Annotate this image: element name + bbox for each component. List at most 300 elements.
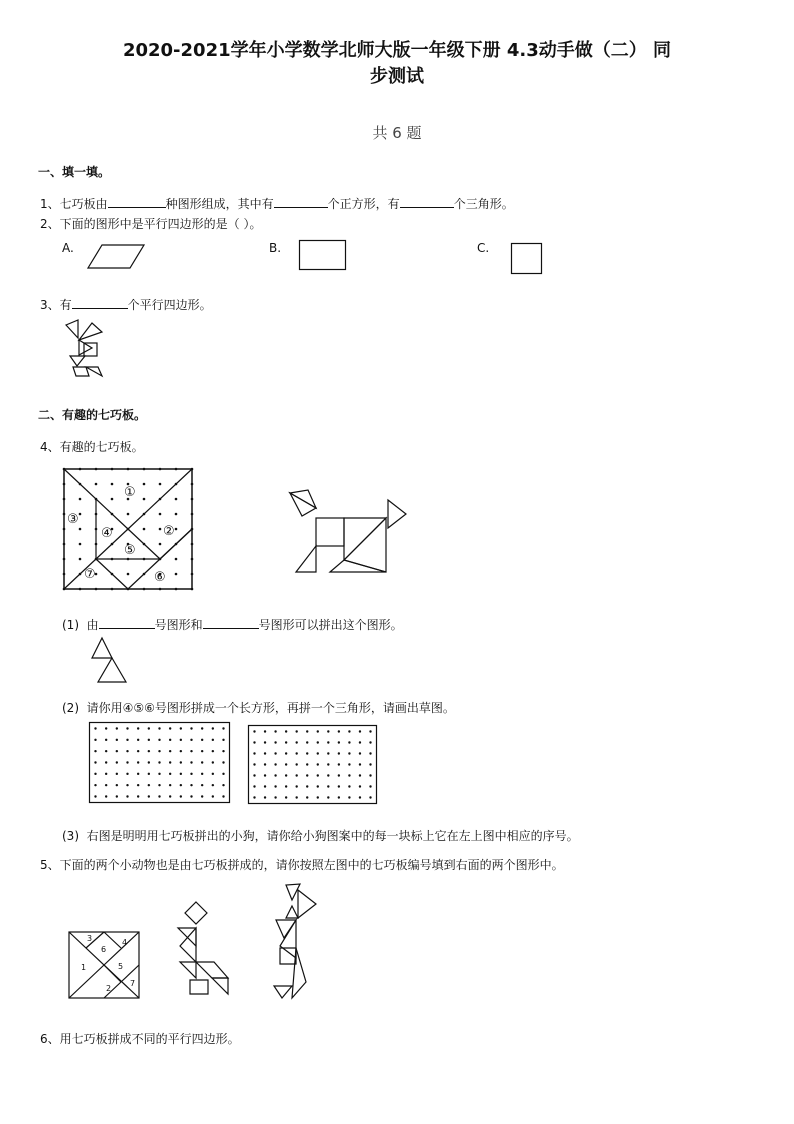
section1-heading: 一、填一填。 xyxy=(38,165,111,179)
grid-dot xyxy=(116,773,118,775)
grid-dot xyxy=(348,796,350,798)
grid-dot xyxy=(274,763,276,765)
answer-blank[interactable] xyxy=(99,617,155,629)
grid-dot xyxy=(126,784,128,786)
grid-dot xyxy=(191,543,194,546)
q5-label-6: 6 xyxy=(101,945,107,954)
grid-dot xyxy=(274,730,276,732)
grid-dot xyxy=(306,763,308,765)
tangram-dog-figure xyxy=(288,488,410,576)
grid-dot xyxy=(327,785,329,787)
grid-dot xyxy=(159,468,162,471)
grid-dot xyxy=(180,750,182,752)
grid-dot xyxy=(264,763,266,765)
grid-dot xyxy=(295,752,297,754)
tangram-animal-1 xyxy=(176,902,232,1000)
q5-label-4: 4 xyxy=(122,938,128,947)
grid-dot xyxy=(306,741,308,743)
grid-dot xyxy=(348,763,350,765)
grid-dot xyxy=(317,730,319,732)
grid-dot xyxy=(79,528,82,531)
grid-dot xyxy=(79,573,82,576)
grid-dot xyxy=(126,739,128,741)
grid-dot xyxy=(105,739,107,741)
grid-dot xyxy=(94,761,96,763)
grid-dot xyxy=(137,761,139,763)
grid-dot xyxy=(127,558,130,561)
grid-dot xyxy=(317,763,319,765)
grid-dot xyxy=(274,774,276,776)
grid-dot xyxy=(222,795,224,797)
grid-dot xyxy=(63,558,66,561)
option-a-label: A. xyxy=(62,241,74,255)
grid-dot xyxy=(190,795,192,797)
grid-dot xyxy=(295,785,297,787)
grid-dot xyxy=(95,483,98,486)
grid-dot xyxy=(148,795,150,797)
grid-dot xyxy=(79,513,82,516)
grid-dot xyxy=(94,773,96,775)
grid-dot xyxy=(158,773,160,775)
grid-dot xyxy=(222,784,224,786)
grid-dot xyxy=(201,773,203,775)
grid-dot xyxy=(126,773,128,775)
grid-dot xyxy=(212,727,214,729)
grid-dot xyxy=(126,761,128,763)
grid-dot xyxy=(137,727,139,729)
question-count: 共 6 题 xyxy=(372,124,422,142)
grid-dot xyxy=(116,727,118,729)
grid-dot xyxy=(306,796,308,798)
grid-dot xyxy=(295,774,297,776)
grid-dot xyxy=(317,785,319,787)
q5-label-7: 7 xyxy=(130,979,136,988)
grid-dot xyxy=(148,784,150,786)
grid-dot xyxy=(105,761,107,763)
grid-dot xyxy=(126,727,128,729)
grid-dot xyxy=(175,543,178,546)
square-shape xyxy=(511,243,543,275)
grid-dot xyxy=(222,739,224,741)
grid-dot xyxy=(158,750,160,752)
rectangle-shape xyxy=(299,240,347,272)
grid-dot xyxy=(127,588,130,591)
grid-dot xyxy=(295,730,297,732)
grid-dot xyxy=(159,543,162,546)
grid-dot xyxy=(105,727,107,729)
grid-dot xyxy=(327,730,329,732)
q5-label-5: 5 xyxy=(118,962,124,971)
piece-label-3: ③ xyxy=(67,512,79,527)
grid-dot xyxy=(348,752,350,754)
grid-dot xyxy=(338,774,340,776)
question-6: 6、用七巧板拼成不同的平行四边形。 xyxy=(40,1032,240,1046)
grid-dot xyxy=(175,528,178,531)
grid-dot xyxy=(253,796,255,798)
grid-dot xyxy=(95,498,98,501)
grid-dot xyxy=(338,785,340,787)
grid-dot xyxy=(79,588,82,591)
grid-dot xyxy=(274,796,276,798)
grid-dot xyxy=(79,543,82,546)
grid-dot xyxy=(201,795,203,797)
grid-dot xyxy=(137,784,139,786)
grid-dot xyxy=(285,796,287,798)
answer-blank[interactable] xyxy=(274,196,328,208)
grid-dot xyxy=(369,752,371,754)
section2-heading: 二、有趣的七巧板。 xyxy=(38,408,147,422)
grid-dot xyxy=(79,468,82,471)
grid-dot xyxy=(191,483,194,486)
grid-dot xyxy=(180,761,182,763)
grid-dot xyxy=(201,739,203,741)
grid-dot xyxy=(94,739,96,741)
grid-dot xyxy=(111,498,114,501)
grid-dot xyxy=(94,795,96,797)
grid-dot xyxy=(180,727,182,729)
grid-dot xyxy=(264,796,266,798)
grid-dot xyxy=(190,761,192,763)
grid-dot xyxy=(175,498,178,501)
grid-dot xyxy=(369,730,371,732)
grid-dot xyxy=(63,468,66,471)
grid-dot xyxy=(274,752,276,754)
grid-dot xyxy=(105,784,107,786)
grid-dot xyxy=(95,558,98,561)
grid-dot xyxy=(264,741,266,743)
tangram-figure-small xyxy=(62,320,108,382)
answer-blank[interactable] xyxy=(203,617,259,629)
grid-dot xyxy=(175,468,178,471)
grid-dot xyxy=(116,795,118,797)
grid-dot xyxy=(95,528,98,531)
grid-dot xyxy=(111,468,114,471)
grid-dot xyxy=(359,752,361,754)
piece-label-6: ⑥ xyxy=(154,570,166,585)
tangram-square-numbered xyxy=(69,932,141,1000)
grid-dot xyxy=(127,513,130,516)
grid-dot xyxy=(285,730,287,732)
question-4-3: (3) 右图是明明用七巧板拼出的小狗，请你给小狗图案中的每一块标上它在左上图中相应的序号。 xyxy=(62,829,579,843)
dot-grid-right[interactable] xyxy=(248,725,378,805)
grid-dot xyxy=(190,773,192,775)
grid-dot xyxy=(111,588,114,591)
grid-dot xyxy=(143,558,146,561)
answer-blank[interactable] xyxy=(72,297,128,309)
grid-dot xyxy=(359,763,361,765)
grid-dot xyxy=(111,573,114,576)
grid-dot xyxy=(253,785,255,787)
grid-dot xyxy=(285,774,287,776)
grid-dot xyxy=(158,739,160,741)
grid-dot xyxy=(338,730,340,732)
grid-dot xyxy=(359,741,361,743)
q5-label-2: 2 xyxy=(106,984,112,993)
grid-dot xyxy=(253,752,255,754)
piece-label-2: ② xyxy=(163,524,175,539)
question-2: 2、下面的图形中是平行四边形的是（ ）。 xyxy=(40,217,262,231)
grid-dot xyxy=(94,784,96,786)
grid-dot xyxy=(274,741,276,743)
answer-blank[interactable] xyxy=(108,196,166,208)
grid-dot xyxy=(212,773,214,775)
grid-dot xyxy=(126,795,128,797)
grid-dot xyxy=(190,739,192,741)
grid-dot xyxy=(285,741,287,743)
grid-dot xyxy=(159,498,162,501)
grid-dot xyxy=(158,761,160,763)
question-4-1: (1) 由 号图形和 号图形可以拼出这个图形。 xyxy=(62,618,403,632)
grid-dot xyxy=(148,773,150,775)
piece-label-1: ① xyxy=(124,485,136,500)
grid-dot xyxy=(94,750,96,752)
dot-grid-left[interactable] xyxy=(89,722,231,804)
piece-label-4: ④ xyxy=(101,526,113,541)
grid-dot xyxy=(338,752,340,754)
grid-dot xyxy=(348,785,350,787)
grid-dot xyxy=(317,741,319,743)
grid-border xyxy=(249,726,377,804)
grid-dot xyxy=(127,528,130,531)
grid-dot xyxy=(201,750,203,752)
grid-dot xyxy=(116,750,118,752)
grid-dot xyxy=(285,785,287,787)
question-3: 3、有 个平行四边形。 xyxy=(40,298,212,312)
grid-dot xyxy=(111,483,114,486)
grid-dot xyxy=(159,513,162,516)
grid-dot xyxy=(63,528,66,531)
grid-dot xyxy=(359,774,361,776)
grid-dot xyxy=(338,796,340,798)
title-line1: 2020-2021学年小学数学北师大版一年级下册 4.3动手做（二） 同 xyxy=(122,40,672,61)
grid-dot xyxy=(338,763,340,765)
grid-dot xyxy=(116,784,118,786)
grid-dot xyxy=(212,761,214,763)
grid-dot xyxy=(143,513,146,516)
grid-dot xyxy=(143,483,146,486)
piece-label-5: ⑤ xyxy=(124,543,136,558)
grid-dot xyxy=(158,727,160,729)
grid-dot xyxy=(191,528,194,531)
grid-dot xyxy=(169,784,171,786)
grid-dot xyxy=(180,784,182,786)
grid-dot xyxy=(159,588,162,591)
grid-dot xyxy=(369,796,371,798)
grid-dot xyxy=(212,739,214,741)
grid-dot xyxy=(143,468,146,471)
question-4: 4、有趣的七巧板。 xyxy=(40,440,144,454)
triangle-figure xyxy=(90,638,130,686)
grid-dot xyxy=(105,773,107,775)
grid-dot xyxy=(148,750,150,752)
grid-dot xyxy=(143,498,146,501)
grid-dot xyxy=(63,588,66,591)
grid-dot xyxy=(222,773,224,775)
grid-dot xyxy=(264,774,266,776)
grid-dot xyxy=(222,761,224,763)
grid-dot xyxy=(137,773,139,775)
question-5: 5、下面的两个小动物也是由七巧板拼成的，请你按照左图中的七巧板编号填到右面的两个图形中。 xyxy=(40,858,564,872)
grid-dot xyxy=(201,761,203,763)
question-4-2: (2) 请你用④⑤⑥号图形拼成一个长方形，再拼一个三角形，请画出草图。 xyxy=(62,701,455,715)
grid-dot xyxy=(212,795,214,797)
grid-dot xyxy=(348,730,350,732)
grid-dot xyxy=(191,513,194,516)
grid-dot xyxy=(95,588,98,591)
grid-dot xyxy=(158,784,160,786)
grid-dot xyxy=(201,727,203,729)
grid-dot xyxy=(222,727,224,729)
grid-dot xyxy=(95,513,98,516)
grid-dot xyxy=(63,483,66,486)
grid-dot xyxy=(253,730,255,732)
title-line2: 步测试 xyxy=(370,66,424,87)
grid-dot xyxy=(264,785,266,787)
grid-dot xyxy=(143,543,146,546)
grid-dot xyxy=(327,752,329,754)
grid-dot xyxy=(95,543,98,546)
grid-dot xyxy=(191,558,194,561)
q5-label-3: 3 xyxy=(87,934,93,943)
grid-dot xyxy=(359,730,361,732)
grid-dot xyxy=(253,774,255,776)
grid-dot xyxy=(180,773,182,775)
grid-dot xyxy=(63,573,66,576)
grid-dot xyxy=(274,785,276,787)
option-b-label: B. xyxy=(269,241,282,255)
grid-dot xyxy=(148,739,150,741)
grid-dot xyxy=(306,730,308,732)
grid-dot xyxy=(79,558,82,561)
grid-dot xyxy=(191,588,194,591)
option-c-label: C. xyxy=(477,241,490,255)
grid-dot xyxy=(306,752,308,754)
grid-dot xyxy=(63,513,66,516)
grid-dot xyxy=(253,741,255,743)
grid-dot xyxy=(137,739,139,741)
grid-dot xyxy=(105,750,107,752)
grid-dot xyxy=(191,573,194,576)
grid-dot xyxy=(79,483,82,486)
tangram-animal-2 xyxy=(266,882,328,1006)
grid-dot xyxy=(317,796,319,798)
grid-dot xyxy=(264,730,266,732)
grid-dot xyxy=(111,543,114,546)
grid-dot xyxy=(79,498,82,501)
grid-dot xyxy=(175,558,178,561)
grid-dot xyxy=(306,774,308,776)
grid-dot xyxy=(327,774,329,776)
grid-dot xyxy=(175,513,178,516)
grid-dot xyxy=(369,741,371,743)
grid-dot xyxy=(264,752,266,754)
grid-dot xyxy=(175,573,178,576)
grid-dot xyxy=(348,774,350,776)
grid-dot xyxy=(169,750,171,752)
grid-dot xyxy=(169,795,171,797)
grid-dot xyxy=(159,558,162,561)
grid-dot xyxy=(126,750,128,752)
grid-dot xyxy=(306,785,308,787)
grid-dot xyxy=(327,796,329,798)
grid-dot xyxy=(148,761,150,763)
grid-dot xyxy=(190,750,192,752)
grid-dot xyxy=(159,483,162,486)
grid-dot xyxy=(190,727,192,729)
grid-dot xyxy=(295,763,297,765)
grid-dot xyxy=(180,739,182,741)
grid-dot xyxy=(116,761,118,763)
grid-dot xyxy=(201,784,203,786)
grid-dot xyxy=(295,796,297,798)
question-1: 1、七巧板由 种图形组成，其中有 个正方形，有 个三角形。 xyxy=(40,197,514,211)
grid-dot xyxy=(180,795,182,797)
grid-dot xyxy=(175,588,178,591)
grid-dot xyxy=(348,741,350,743)
grid-dot xyxy=(369,785,371,787)
q5-label-1: 1 xyxy=(81,963,87,972)
page-title xyxy=(0,38,794,90)
grid-dot xyxy=(359,796,361,798)
parallelogram-shape xyxy=(88,244,148,270)
grid-dot xyxy=(222,750,224,752)
grid-dot xyxy=(169,739,171,741)
grid-dot xyxy=(143,528,146,531)
grid-dot xyxy=(137,795,139,797)
grid-dot xyxy=(169,761,171,763)
grid-dot xyxy=(158,795,160,797)
grid-dot xyxy=(317,774,319,776)
grid-dot xyxy=(116,739,118,741)
grid-dot xyxy=(175,483,178,486)
answer-blank[interactable] xyxy=(400,196,454,208)
grid-dot xyxy=(253,763,255,765)
grid-dot xyxy=(95,468,98,471)
grid-dot xyxy=(143,588,146,591)
grid-dot xyxy=(327,741,329,743)
grid-dot xyxy=(285,763,287,765)
grid-dot xyxy=(212,784,214,786)
grid-dot xyxy=(105,795,107,797)
grid-dot xyxy=(63,498,66,501)
grid-dot xyxy=(63,543,66,546)
grid-dot xyxy=(285,752,287,754)
grid-dot xyxy=(159,528,162,531)
grid-dot xyxy=(111,558,114,561)
grid-dot xyxy=(369,763,371,765)
grid-dot xyxy=(191,498,194,501)
grid-dot xyxy=(295,741,297,743)
grid-dot xyxy=(169,727,171,729)
grid-dot xyxy=(338,741,340,743)
grid-dot xyxy=(191,468,194,471)
grid-dot xyxy=(127,468,130,471)
grid-dot xyxy=(327,763,329,765)
grid-dot xyxy=(94,727,96,729)
grid-dot xyxy=(111,513,114,516)
grid-dot xyxy=(359,785,361,787)
grid-dot xyxy=(169,773,171,775)
grid-dot xyxy=(212,750,214,752)
piece-label-7: ⑦ xyxy=(84,567,96,582)
grid-dot xyxy=(190,784,192,786)
grid-dot xyxy=(137,750,139,752)
grid-dot xyxy=(148,727,150,729)
grid-dot xyxy=(127,573,130,576)
grid-dot xyxy=(317,752,319,754)
grid-dot xyxy=(369,774,371,776)
grid-dot xyxy=(143,573,146,576)
